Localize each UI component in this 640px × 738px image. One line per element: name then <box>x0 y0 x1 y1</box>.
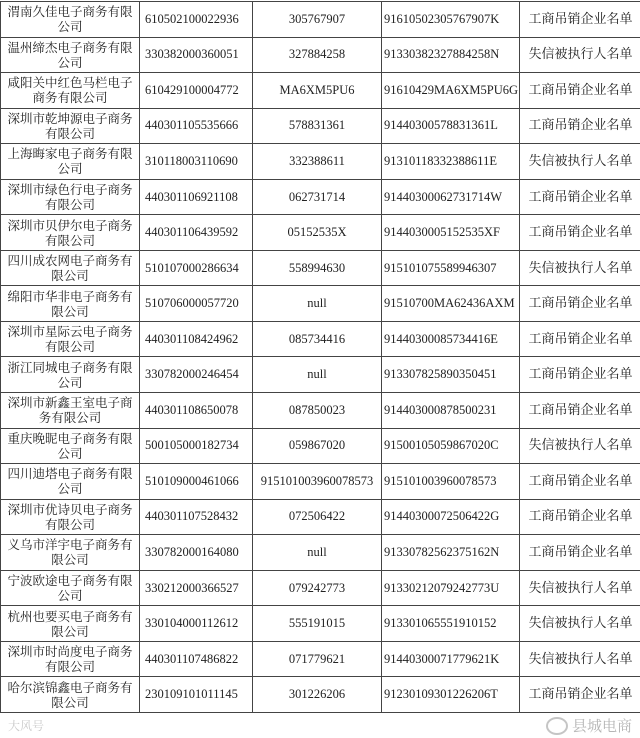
org-code-cell: MA6XM5PU6 <box>253 73 382 109</box>
org-code-cell: null <box>253 535 382 571</box>
company-name-cell: 义乌市洋宇电子商务有限公司 <box>1 535 140 571</box>
org-code-cell: 305767907 <box>253 2 382 38</box>
org-code-cell: 087850023 <box>253 393 382 429</box>
status-cell: 工商吊销企业名单 <box>520 321 640 357</box>
registration-number-cell: 330782000246454 <box>140 357 253 393</box>
credit-code-cell: 914403000878500231 <box>382 393 520 429</box>
registration-number-cell: 440301107486822 <box>140 641 253 677</box>
table-row <box>1 428 640 464</box>
status-cell: 工商吊销企业名单 <box>520 393 640 429</box>
status-cell: 失信被执行人名单 <box>520 428 640 464</box>
credit-code-cell: 91500105059867020C <box>382 428 520 464</box>
status-cell: 工商吊销企业名单 <box>520 108 640 144</box>
registration-number-cell: 440301106439592 <box>140 215 253 251</box>
org-code-cell: null <box>253 357 382 393</box>
table-row <box>1 464 640 500</box>
company-name-cell: 深圳市绿色行电子商务有限公司 <box>1 179 140 215</box>
credit-code-cell: 9144030005152535XF <box>382 215 520 251</box>
status-cell: 工商吊销企业名单 <box>520 73 640 109</box>
credit-code-cell: 91310118332388611E <box>382 144 520 180</box>
table-row <box>1 37 640 73</box>
registration-number-cell: 310118003110690 <box>140 144 253 180</box>
status-cell: 失信被执行人名单 <box>520 144 640 180</box>
org-code-cell: 915101003960078573 <box>253 464 382 500</box>
company-name-cell: 四川成农网电子商务有限公司 <box>1 250 140 286</box>
org-code-cell: 079242773 <box>253 570 382 606</box>
registration-number-cell: 610502100022936 <box>140 2 253 38</box>
status-cell: 工商吊销企业名单 <box>520 677 640 713</box>
table-row <box>1 108 640 144</box>
credit-code-cell: 91230109301226206T <box>382 677 520 713</box>
watermark-strip <box>0 715 640 738</box>
credit-code-cell: 915101003960078573 <box>382 464 520 500</box>
status-cell: 失信被执行人名单 <box>520 641 640 677</box>
credit-code-cell: 91440300072506422G <box>382 499 520 535</box>
table-row <box>1 215 640 251</box>
registration-number-cell: 230109101011145 <box>140 677 253 713</box>
watermark <box>546 717 632 735</box>
company-name-cell: 四川迪塔电子商务有限公司 <box>1 464 140 500</box>
company-name-cell: 咸阳关中红色马栏电子商务有限公司 <box>1 73 140 109</box>
table-row <box>1 286 640 322</box>
status-cell: 失信被执行人名单 <box>520 37 640 73</box>
org-code-cell: 085734416 <box>253 321 382 357</box>
company-table-body <box>1 2 640 713</box>
table-row <box>1 357 640 393</box>
registration-number-cell: 330782000164080 <box>140 535 253 571</box>
status-cell: 工商吊销企业名单 <box>520 464 640 500</box>
company-name-cell: 宁波欧途电子商务有限公司 <box>1 570 140 606</box>
company-name-cell: 深圳市时尚度电子商务有限公司 <box>1 641 140 677</box>
watermark-text: 县城电商 <box>571 717 632 735</box>
table-row <box>1 393 640 429</box>
table-row <box>1 73 640 109</box>
org-code-cell: 059867020 <box>253 428 382 464</box>
org-code-cell: 071779621 <box>253 641 382 677</box>
status-cell: 失信被执行人名单 <box>520 606 640 642</box>
table-row <box>1 144 640 180</box>
credit-code-cell: 915101075589946307 <box>382 250 520 286</box>
table-row <box>1 321 640 357</box>
status-cell: 工商吊销企业名单 <box>520 357 640 393</box>
org-code-cell: 072506422 <box>253 499 382 535</box>
registration-number-cell: 500105000182734 <box>140 428 253 464</box>
registration-number-cell: 610429100004772 <box>140 73 253 109</box>
status-cell: 工商吊销企业名单 <box>520 215 640 251</box>
status-cell: 工商吊销企业名单 <box>520 286 640 322</box>
org-code-cell: null <box>253 286 382 322</box>
credit-code-cell: 91440300062731714W <box>382 179 520 215</box>
org-code-cell: 332388611 <box>253 144 382 180</box>
registration-number-cell: 330382000360051 <box>140 37 253 73</box>
registration-number-cell: 440301108424962 <box>140 321 253 357</box>
wechat-icon <box>546 717 568 735</box>
org-code-cell: 301226206 <box>253 677 382 713</box>
registration-number-cell: 510706000057720 <box>140 286 253 322</box>
credit-code-cell: 91610502305767907K <box>382 2 520 38</box>
status-cell: 工商吊销企业名单 <box>520 2 640 38</box>
credit-code-cell: 913307825890350451 <box>382 357 520 393</box>
credit-code-cell: 91440300578831361L <box>382 108 520 144</box>
company-name-cell: 深圳市乾坤源电子商务有限公司 <box>1 108 140 144</box>
status-cell: 失信被执行人名单 <box>520 250 640 286</box>
status-cell: 失信被执行人名单 <box>520 570 640 606</box>
credit-code-cell: 91610429MA6XM5PU6G <box>382 73 520 109</box>
company-name-cell: 深圳市贝伊尔电子商务有限公司 <box>1 215 140 251</box>
status-cell: 工商吊销企业名单 <box>520 535 640 571</box>
company-name-cell: 温州缔杰电子商务有限公司 <box>1 37 140 73</box>
credit-code-cell: 91440300071779621K <box>382 641 520 677</box>
company-name-cell: 深圳市星际云电子商务有限公司 <box>1 321 140 357</box>
org-code-cell: 327884258 <box>253 37 382 73</box>
company-name-cell: 深圳市新鑫王室电子商务有限公司 <box>1 393 140 429</box>
org-code-cell: 05152535X <box>253 215 382 251</box>
status-cell: 工商吊销企业名单 <box>520 499 640 535</box>
registration-number-cell: 510109000461066 <box>140 464 253 500</box>
corner-watermark: 大风号 <box>8 719 45 733</box>
org-code-cell: 062731714 <box>253 179 382 215</box>
table-row <box>1 677 640 713</box>
credit-code-cell: 91330382327884258N <box>382 37 520 73</box>
company-name-cell: 上海晦家电子商务有限公司 <box>1 144 140 180</box>
table-row <box>1 179 640 215</box>
credit-code-cell: 91510700MA62436AXM <box>382 286 520 322</box>
credit-code-cell: 913301065551910152 <box>382 606 520 642</box>
table-row <box>1 570 640 606</box>
registration-number-cell: 510107000286634 <box>140 250 253 286</box>
registration-number-cell: 440301108650078 <box>140 393 253 429</box>
company-name-cell: 浙江同城电子商务有限公司 <box>1 357 140 393</box>
org-code-cell: 555191015 <box>253 606 382 642</box>
registration-number-cell: 440301107528432 <box>140 499 253 535</box>
credit-code-cell: 91330782562375162N <box>382 535 520 571</box>
org-code-cell: 558994630 <box>253 250 382 286</box>
credit-code-cell: 91330212079242773U <box>382 570 520 606</box>
company-name-cell: 哈尔滨锦鑫电子商务有限公司 <box>1 677 140 713</box>
status-cell: 工商吊销企业名单 <box>520 179 640 215</box>
registration-number-cell: 330212000366527 <box>140 570 253 606</box>
registration-number-cell: 440301106921108 <box>140 179 253 215</box>
table-row <box>1 250 640 286</box>
company-name-cell: 重庆晚昵电子商务有限公司 <box>1 428 140 464</box>
company-name-cell: 杭州也要买电子商务有限公司 <box>1 606 140 642</box>
table-row <box>1 535 640 571</box>
org-code-cell: 578831361 <box>253 108 382 144</box>
company-table <box>0 1 640 713</box>
credit-code-cell: 91440300085734416E <box>382 321 520 357</box>
company-name-cell: 渭南久佳电子商务有限公司 <box>1 2 140 38</box>
table-row <box>1 2 640 38</box>
registration-number-cell: 440301105535666 <box>140 108 253 144</box>
table-row <box>1 641 640 677</box>
company-name-cell: 深圳市优诗贝电子商务有限公司 <box>1 499 140 535</box>
table-row <box>1 606 640 642</box>
company-name-cell: 绵阳市华非电子商务有限公司 <box>1 286 140 322</box>
table-row <box>1 499 640 535</box>
registration-number-cell: 330104000112612 <box>140 606 253 642</box>
